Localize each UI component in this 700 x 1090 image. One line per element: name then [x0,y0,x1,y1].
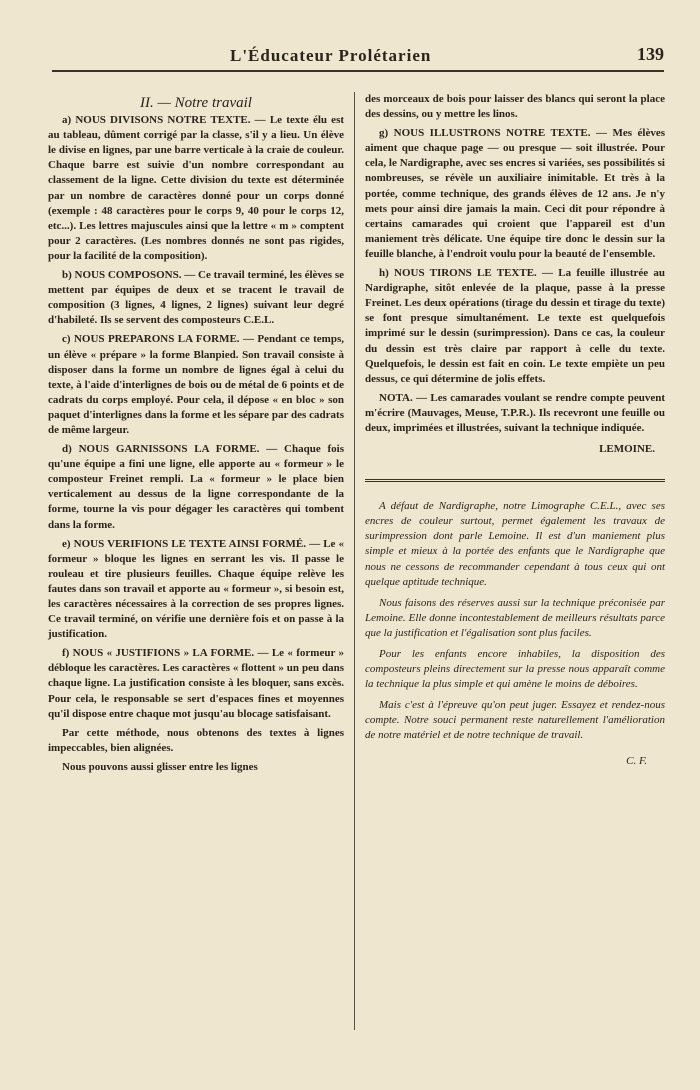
section-title: II. — Notre travail [140,95,252,111]
block-e-text: Le « formeur » bloque les lignes en serrant les vis. Il passe le rouleau et tire plusieurs feuilles. Chaque équipe relève les fautes dans son travail et apporte au « formeur », si besoin est, les caractères nécessaires à la correction de ses propres lignes. Ce travail terminé, on vérifie une dernière fois et on passe à la justification. [48,537,344,641]
note-paragraph: Mais c'est à l'épreuve qu'on peut juger. Essayez et rendez-nous compte. Notre souci permanent reste naturellement l'amélioration de notre matériel et de notre technique de travail. [365,699,665,742]
block-f [48,646,344,721]
left-column [48,92,344,779]
block-b-heading: b) NOUS COMPOSONS. — [62,269,196,282]
block-b-text: Ce travail terminé, les élèves se mettent par équipes de deux et se tracent le travail de composition (3 lignes, 4 lignes, 2 lignes) suivant leur degré d'habileté. Ils se servent des composteurs C.E.L. [48,269,344,327]
block-d-text: Chaque fois qu'une équipe a fini une ligne, elle apporte au « formeur » le composteur Freinet rempli. La « formeur » le place bien verticalement au dessus de la ligne correspondante de la forme, tourne la vis pour dégager les caractères qui tombent dans la forme. [48,443,344,531]
block-h-text: La feuille illustrée au Nardigraphe, sitôt enlevée de la plaque, passe à la presse Freinet. Les deux opérations (tirage du dessin et tirage du texte) se font presque simultanément. Le texte est quelquefois imprimé sur le dessin (surimpression). Dans ce cas, la couleur du dessin est très claire par rapport à celle du texte. Quelquefois, le dessin est fait en coin. Le texte empiète un peu dessus, ce qui détermine de jolis effets. [365,267,665,385]
block-g-heading: g) NOUS ILLUSTRONS NOTRE TEXTE. [379,127,591,140]
block-f-text: Le « formeur » débloque les caractères. Les caractères « flottent » un peu dans chaque ligne. La justification consiste à les bloquer, sans excès. Pour cela, le responsable se sert d'espaces fines et moyennes qu'il dispose entre chaque mot jusqu'au blocage satisfaisant. [48,647,344,720]
block-nota [365,391,665,436]
note-paragraph: A défaut de Nardigraphe, notre Limographe C.E.L., avec ses encres de couleur surtout, permet également les travaux de surimpression dont parle Lemoine. Il est d'un maniement plus simple et mieux à la portée des enfants que le Nardigraphe que nous ne cessons de recommander cependant à tous ceux qui ont quelque aptitude technique. [365,500,665,588]
block-h-heading: h) NOUS TIRONS LE TEXTE. — [379,267,554,280]
block-c-heading: c) NOUS PREPARONS LA FORME. — [62,333,254,346]
para-glisser: Nous pouvons aussi glisser entre les lignes [62,760,258,773]
page-number: 139 [637,44,664,64]
double-rule-divider [365,479,665,485]
column-divider [354,92,355,1030]
block-a-text: Le texte élu est au tableau, dûment corrigé par la classe, s'il y a lieu. Un élève le divise en lignes, par une barre verticale à la craie de couleur. Chaque barre est suivie d'un nombre correspondant au classement de la ligne. Cette division du texte est déterminée par un nombre de caractères donné pour un corps donné (exemple : 48 caractères pour le corps 9, 40 pour le corps 12, etc...). Les lettres majuscules ainsi que la lettre « m » comptent pour 2 caractères. (Les nombres donnés ne sont pas rigides, pour la facilité de la composition). [48,114,345,262]
continuation-text: des morceaux de bois pour laisser des blancs qui seront la place des dessins, ou y mettre les linos. [365,93,665,121]
para-method: Par cette méthode, nous obtenons des textes à lignes impeccables, bien alignées. [48,726,344,754]
block-e [48,537,344,643]
block-g-text: — Mes élèves aiment que chaque page — ou presque — soit illustrée. Pour cela, le Nardigraphe, avec ses encres si variées, ses possibilités si nombreuses, se révèle un auxiliaire inimitable. Et très à la portée, comme technique, des grands élèves de 12 ans. Je n'y mets pour ainsi dire jamais la main. Ceci dit pour répondre à certains camarades qui croient que l'appareil est d'un maniement très délicate. Une équipe tire donc le dessin sur la feuille blanche, à l'endroit voulu pour la beauté de l'ensemble. [365,127,666,260]
block-e-heading: e) NOUS VERIFIONS LE TEXTE AINSI FORMÉ. — [62,537,321,550]
block-c [48,332,344,438]
author-signature: LEMOINE. [599,443,655,456]
block-a [48,113,344,264]
note-paragraph: Nous faisons des réserves aussi sur la technique préconisée par Lemoine. Elle donne incontestablement de meilleurs résultats parce que la justification et l'égalisation sont plus faciles. [365,596,665,639]
page-header [52,40,664,72]
nota-text: Les camarades voulant se rendre compte peuvent m'écrire (Mauvages, Meuse, T.P.R.). Ils recevront une feuille ou deux, imprimées et illustrées, suivant la technique indiquée. [365,391,666,434]
block-c-text: Pendant ce temps, un élève « prépare » la forme Blanpied. Son travail consiste à disposer dans la forme un nombre de lignes égal à celui du texte, à l'aide d'interlignes de bois ou de métal de 6 points et de cadrats du corps employé. Pour cela, il dépose « en bloc » son paquet d'interlignes dans la forme et les sépare par des cadrats de même largeur. [48,333,344,436]
editor-note [365,499,665,769]
block-d-heading: d) NOUS GARNISSONS LA FORME. — [62,443,278,456]
block-b [48,268,344,328]
journal-title: L'Éducateur Prolétarien [230,46,432,65]
block-g [365,126,665,262]
block-h [365,266,665,387]
block-f-heading: f) NOUS « JUSTIFIONS » LA FORME. — [62,647,269,660]
note-signature: C. F. [626,754,647,767]
right-column [365,92,665,769]
block-d [48,442,344,533]
block-a-heading: a) NOUS DIVISONS NOTRE TEXTE. — [62,114,266,127]
nota-heading: NOTA. — [379,391,428,404]
note-paragraph: Pour les enfants encore inhabiles, la disposition des composteurs pleins directement sur la presse nous apparaît comme la technique la plus simple et qui amène le moins de déboires. [365,648,665,691]
